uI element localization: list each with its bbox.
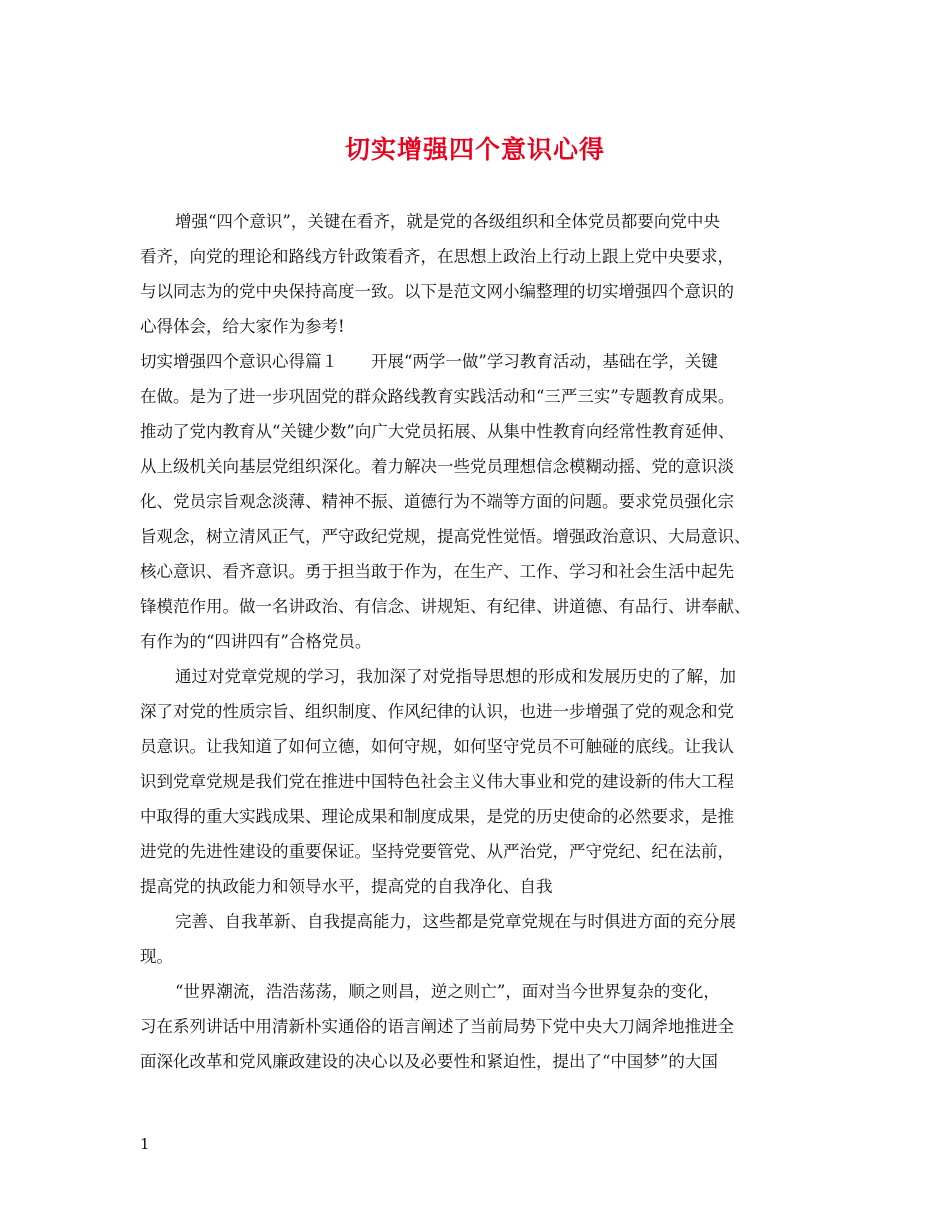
- page-number: 1: [140, 1135, 150, 1153]
- paragraph-line: 与以同志为的党中央保持高度一致。以下是范文网小编整理的切实增强四个意识的: [140, 282, 734, 301]
- paragraph-line: 完善、自我革新、自我提高能力，这些都是党章党规在与时俱进方面的充分展: [175, 912, 736, 931]
- section-heading-line: 切实增强四个意识心得篇１ 开展“两学一做”学习教育活动，基础在学，关键: [140, 352, 718, 371]
- paragraph-line: 推动了党内教育从“关键少数”向广大党员拓展、从集中性教育向经常性教育延伸、: [140, 422, 735, 441]
- paragraph-line: “世界潮流，浩浩荡荡，顺之则昌，逆之则亡”，面对当今世界复杂的变化，: [175, 982, 720, 1001]
- paragraph-line: 习在系列讲话中用清新朴实通俗的语言阐述了当前局势下党中央大刀阔斧地推进全: [140, 1017, 734, 1036]
- paragraph-line: 核心意识、看齐意识。勇于担当敢于作为，在生产、工作、学习和社会生活中起先: [140, 562, 734, 581]
- paragraph-line: 通过对党章党规的学习，我加深了对党指导思想的形成和发展历史的了解，加: [175, 667, 736, 686]
- paragraph-line: 心得体会，给大家作为参考!: [140, 317, 345, 336]
- paragraph-line: 员意识。让我知道了如何立德，如何守规，如何坚守党员不可触碰的底线。让我认: [140, 737, 734, 756]
- paragraph-line: 提高党的执政能力和领导水平，提高党的自我净化、自我: [140, 877, 553, 896]
- paragraph-line: 中取得的重大实践成果、理论成果和制度成果，是党的历史使命的必然要求，是推: [140, 807, 734, 826]
- paragraph-line: 化、党员宗旨观念淡薄、精神不振、道德行为不端等方面的问题。要求党员强化宗: [140, 492, 734, 511]
- paragraph-line: 看齐，向党的理论和路线方针政策看齐，在思想上政治上行动上跟上党中央要求，: [140, 247, 734, 266]
- paragraph-line: 深了对党的性质宗旨、组织制度、作风纪律的认识，也进一步增强了党的观念和党: [140, 702, 734, 721]
- paragraph-line: 锋模范作用。做一名讲政治、有信念、讲规矩、有纪律、讲道德、有品行、讲奉献、: [140, 597, 751, 616]
- paragraph-line: 旨观念，树立清风正气，严守政纪党规，提高党性觉悟。增强政治意识、大局意识、: [140, 527, 751, 546]
- paragraph-line: 现。: [140, 947, 173, 966]
- paragraph-line: 面深化改革和党风廉政建设的决心以及必要性和紧迫性，提出了“中国梦”的大国: [140, 1052, 718, 1071]
- paragraph-line: 从上级机关向基层党组织深化。着力解决一些党员理想信念模糊动摇、党的意识淡: [140, 457, 734, 476]
- paragraph-line: 有作为的“四讲四有”合格党员。: [140, 632, 372, 651]
- paragraph-line: 在做。是为了进一步巩固党的群众路线教育实践活动和“三严三实”专题教育成果。: [140, 387, 735, 406]
- document-body: [140, 204, 820, 1079]
- document-title: 切实增强四个意识心得: [344, 135, 605, 164]
- paragraph-line: 增强“四个意识”，关键在看齐，就是党的各级组织和全体党员都要向党中央: [175, 212, 720, 231]
- paragraph-line: 识到党章党规是我们党在推进中国特色社会主义伟大事业和党的建设新的伟大工程: [140, 772, 734, 791]
- paragraph-line: 进党的先进性建设的重要保证。坚持党要管党、从严治党，严守党纪、纪在法前，: [140, 842, 734, 861]
